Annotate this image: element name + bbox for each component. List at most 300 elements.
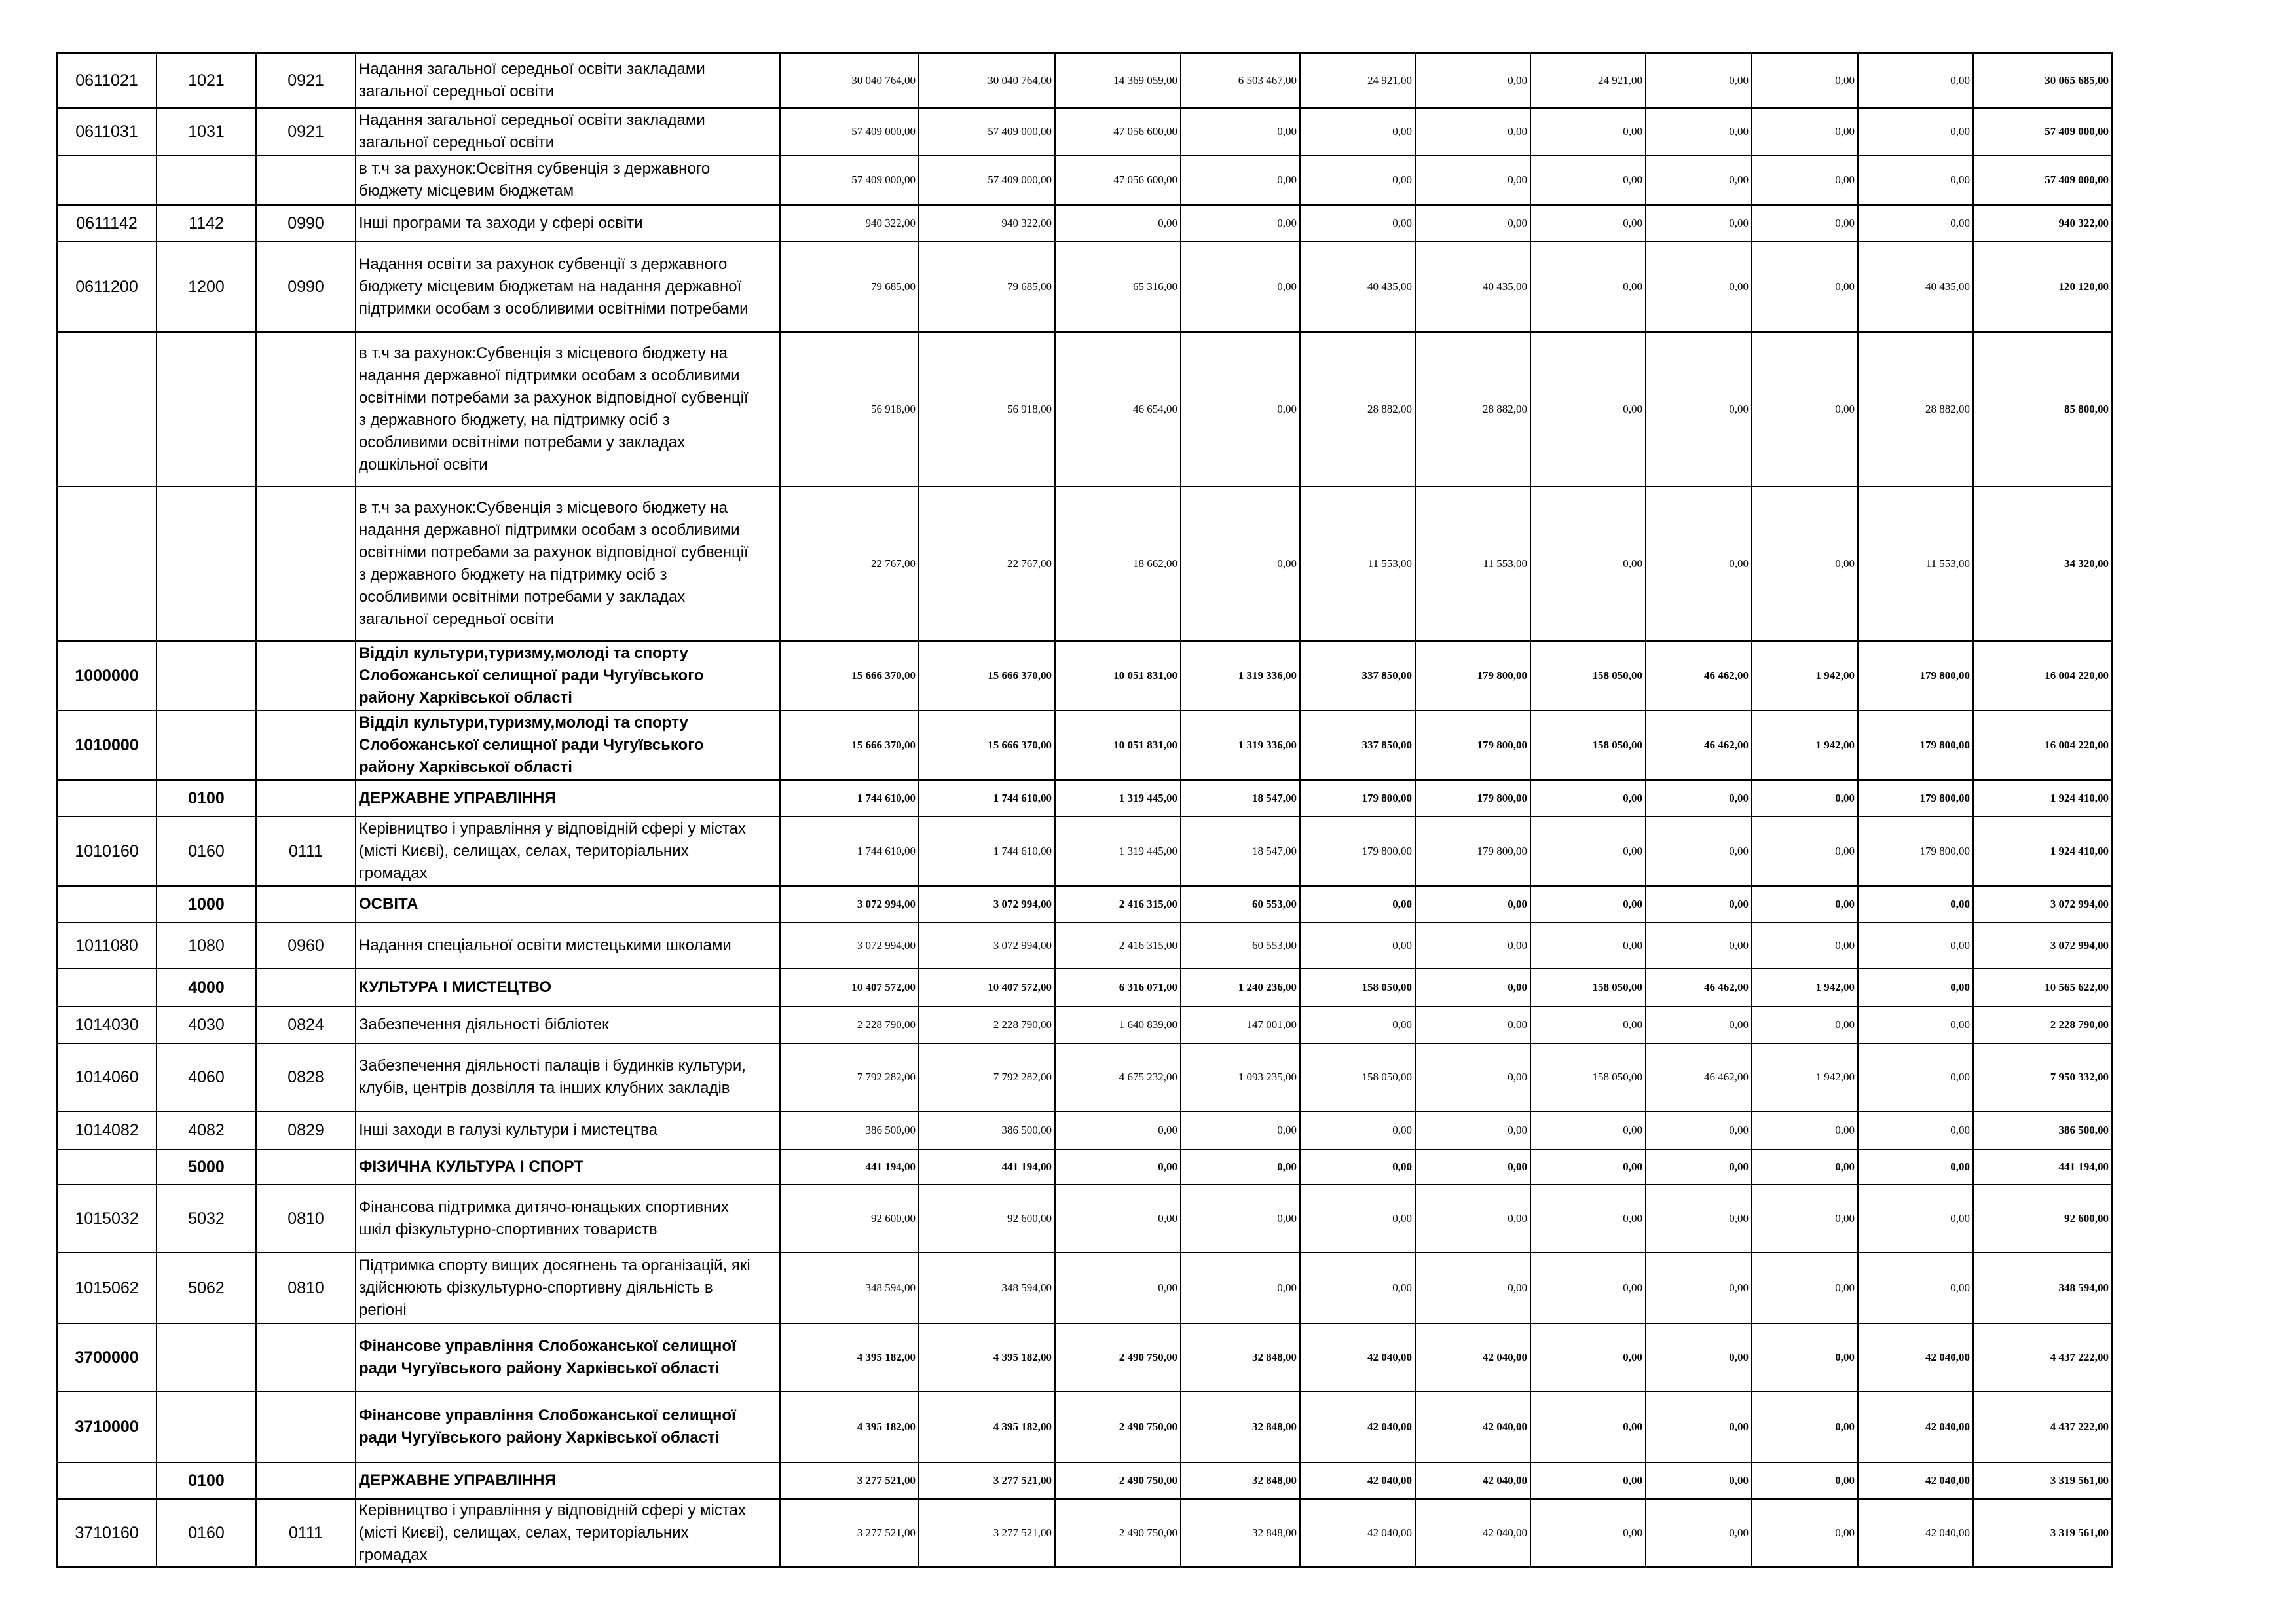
total-value-cell: 4 437 222,00 [1973,1392,2112,1462]
classification-code-cell [256,969,356,1006]
amount-cell: 0,00 [1646,205,1752,242]
item-name-line: ОСВІТА [359,895,418,913]
function-code-cell: 5000 [157,1149,256,1185]
function-code-cell: 1142 [157,205,256,242]
amount-cell: 0,00 [1530,817,1646,886]
classification-code-cell [256,1149,356,1185]
amount-cell: 0,00 [1300,886,1415,923]
table-row [57,53,2112,108]
item-name-line: ДЕРЖАВНЕ УПРАВЛІННЯ [359,1471,556,1489]
amount-cell: 337 850,00 [1300,710,1415,780]
amount-cell: 40 435,00 [1415,242,1530,332]
program-code-cell [57,1149,157,1185]
classification-code-cell: 0960 [256,923,356,969]
amount-cell: 14 369 059,00 [1055,53,1181,108]
function-code-cell: 1021 [157,53,256,108]
amount-cell: 0,00 [1858,923,1973,969]
amount-cell: 0,00 [1858,1253,1973,1323]
amount-cell: 0,00 [1415,1043,1530,1111]
amount-cell: 1 093 235,00 [1181,1043,1300,1111]
amount-cell: 6 316 071,00 [1055,969,1181,1006]
amount-cell: 0,00 [1752,1462,1858,1499]
amount-cell: 60 553,00 [1181,886,1300,923]
amount-cell: 0,00 [1752,1111,1858,1149]
table-row [57,817,2112,886]
amount-cell: 0,00 [1181,205,1300,242]
amount-cell: 0,00 [1858,886,1973,923]
amount-cell: 3 072 994,00 [780,886,919,923]
amount-cell: 1 319 336,00 [1181,710,1300,780]
amount-cell: 4 395 182,00 [780,1392,919,1462]
amount-cell: 15 666 370,00 [919,710,1055,780]
amount-cell: 4 395 182,00 [919,1323,1055,1392]
total-value-cell: 940 322,00 [1973,205,2112,242]
amount-cell: 0,00 [1752,53,1858,108]
amount-cell: 0,00 [1530,923,1646,969]
item-name-line: Забезпечення діяльності палаців і будинків культури, [359,1057,746,1075]
item-name-cell [356,969,780,1006]
amount-cell: 0,00 [1646,923,1752,969]
total-value-cell: 3 072 994,00 [1973,923,2112,969]
item-name-line: загальної середньої освіти [359,610,555,628]
table-row [57,1253,2112,1323]
program-code-cell: 0611021 [57,53,157,108]
amount-cell: 3 277 521,00 [780,1462,919,1499]
amount-cell: 1 744 610,00 [919,780,1055,817]
program-code-cell: 1010000 [57,710,157,780]
amount-cell: 0,00 [1055,1149,1181,1185]
program-code-cell [57,332,157,487]
function-code-cell: 1000 [157,886,256,923]
table-row [57,886,2112,923]
item-name-cell [356,1323,780,1392]
amount-cell: 0,00 [1415,1149,1530,1185]
classification-code-cell [256,1392,356,1462]
total-value-cell: 1 924 410,00 [1973,780,2112,817]
amount-cell: 158 050,00 [1300,1043,1415,1111]
amount-cell: 42 040,00 [1858,1392,1973,1462]
amount-cell: 0,00 [1752,1323,1858,1392]
amount-cell: 386 500,00 [919,1111,1055,1149]
item-name-line: (місті Києві), селищах, селах, територіальних [359,1524,689,1541]
classification-code-cell: 0111 [256,1499,356,1567]
function-code-cell: 0100 [157,1462,256,1499]
total-value-cell: 1 924 410,00 [1973,817,2112,886]
amount-cell: 1 319 445,00 [1055,817,1181,886]
amount-cell: 0,00 [1530,487,1646,641]
amount-cell: 2 416 315,00 [1055,923,1181,969]
classification-code-cell: 0111 [256,817,356,886]
amount-cell: 46 462,00 [1646,710,1752,780]
amount-cell: 42 040,00 [1858,1462,1973,1499]
amount-cell: 15 666 370,00 [780,641,919,710]
function-code-cell: 1200 [157,242,256,332]
amount-cell: 0,00 [1752,886,1858,923]
amount-cell: 0,00 [1181,242,1300,332]
amount-cell: 10 051 831,00 [1055,641,1181,710]
function-code-cell [157,155,256,205]
amount-cell: 22 767,00 [780,487,919,641]
amount-cell: 179 800,00 [1858,641,1973,710]
amount-cell: 47 056 600,00 [1055,108,1181,155]
table-row [57,923,2112,969]
total-value-cell: 3 072 994,00 [1973,886,2112,923]
amount-cell: 11 553,00 [1858,487,1973,641]
item-name-line: (місті Києві), селищах, селах, територіальних [359,842,689,860]
program-code-cell: 1014030 [57,1006,157,1043]
classification-code-cell: 0921 [256,53,356,108]
amount-cell: 24 921,00 [1300,53,1415,108]
amount-cell: 348 594,00 [919,1253,1055,1323]
amount-cell: 1 744 610,00 [780,780,919,817]
table-row [57,1392,2112,1462]
amount-cell: 158 050,00 [1530,1043,1646,1111]
program-code-cell [57,1462,157,1499]
amount-cell: 2 490 750,00 [1055,1392,1181,1462]
total-value-cell: 57 409 000,00 [1973,108,2112,155]
function-code-cell [157,332,256,487]
amount-cell: 0,00 [1415,205,1530,242]
item-name-cell [356,487,780,641]
classification-code-cell [256,1323,356,1392]
amount-cell: 3 072 994,00 [919,923,1055,969]
amount-cell: 0,00 [1300,108,1415,155]
table-row [57,1111,2112,1149]
function-code-cell: 1080 [157,923,256,969]
amount-cell: 147 001,00 [1181,1006,1300,1043]
table-row [57,1323,2112,1392]
amount-cell: 0,00 [1181,487,1300,641]
item-name-cell [356,155,780,205]
amount-cell: 0,00 [1646,1392,1752,1462]
amount-cell: 2 228 790,00 [919,1006,1055,1043]
amount-cell: 0,00 [1300,155,1415,205]
item-name-line: підтримки особам з особливими освітніми потребами [359,300,749,318]
amount-cell: 28 882,00 [1858,332,1973,487]
amount-cell: 15 666 370,00 [780,710,919,780]
amount-cell: 1 942,00 [1752,969,1858,1006]
amount-cell: 2 490 750,00 [1055,1462,1181,1499]
program-code-cell: 1014060 [57,1043,157,1111]
item-name-line: Надання загальної середньої освіти закладами [359,60,705,78]
amount-cell: 0,00 [1646,1006,1752,1043]
amount-cell: 0,00 [1646,332,1752,487]
item-name-line: Керівництво і управління у відповідній сфері у містах [359,820,746,838]
amount-cell: 0,00 [1858,1149,1973,1185]
amount-cell: 4 675 232,00 [1055,1043,1181,1111]
item-name-line: району Харківської області [359,689,572,707]
classification-code-cell [256,780,356,817]
amount-cell: 0,00 [1858,53,1973,108]
table-row [57,641,2112,710]
item-name-line: громадах [359,1546,428,1564]
amount-cell: 2 490 750,00 [1055,1323,1181,1392]
program-code-cell [57,780,157,817]
function-code-cell [157,710,256,780]
amount-cell: 2 228 790,00 [780,1006,919,1043]
amount-cell: 0,00 [1646,1253,1752,1323]
amount-cell: 42 040,00 [1300,1392,1415,1462]
amount-cell: 0,00 [1181,155,1300,205]
amount-cell: 179 800,00 [1300,780,1415,817]
classification-code-cell: 0810 [256,1253,356,1323]
amount-cell: 0,00 [1415,886,1530,923]
amount-cell: 0,00 [1858,108,1973,155]
function-code-cell: 1031 [157,108,256,155]
amount-cell: 3 277 521,00 [919,1462,1055,1499]
amount-cell: 46 462,00 [1646,1043,1752,1111]
item-name-line: Відділ культури,туризму,молоді та спорту [359,644,688,662]
amount-cell: 3 277 521,00 [780,1499,919,1567]
amount-cell: 32 848,00 [1181,1392,1300,1462]
function-code-cell: 5032 [157,1185,256,1253]
amount-cell: 0,00 [1858,1111,1973,1149]
classification-code-cell: 0828 [256,1043,356,1111]
amount-cell: 56 918,00 [919,332,1055,487]
amount-cell: 1 319 445,00 [1055,780,1181,817]
program-code-cell [57,487,157,641]
amount-cell: 3 277 521,00 [919,1499,1055,1567]
classification-code-cell: 0829 [256,1111,356,1149]
amount-cell: 179 800,00 [1415,641,1530,710]
amount-cell: 0,00 [1300,205,1415,242]
amount-cell: 1 942,00 [1752,1043,1858,1111]
amount-cell: 0,00 [1300,923,1415,969]
amount-cell: 42 040,00 [1300,1323,1415,1392]
amount-cell: 22 767,00 [919,487,1055,641]
amount-cell: 0,00 [1752,1392,1858,1462]
amount-cell: 10 051 831,00 [1055,710,1181,780]
amount-cell: 0,00 [1415,1006,1530,1043]
item-name-line: Керівництво і управління у відповідній сфері у містах [359,1502,746,1519]
amount-cell: 46 462,00 [1646,969,1752,1006]
item-name-line: особливими освітніми потребами у закладах [359,434,686,451]
item-name-line: шкіл фізкультурно-спортивних товариств [359,1221,657,1238]
amount-cell: 79 685,00 [919,242,1055,332]
amount-cell: 46 462,00 [1646,641,1752,710]
amount-cell: 28 882,00 [1415,332,1530,487]
total-value-cell: 92 600,00 [1973,1185,2112,1253]
item-name-cell [356,710,780,780]
function-code-cell: 4000 [157,969,256,1006]
amount-cell: 1 744 610,00 [919,817,1055,886]
item-name-line: ради Чугуївського району Харківської області [359,1359,720,1377]
amount-cell: 0,00 [1530,1323,1646,1392]
amount-cell: 0,00 [1752,817,1858,886]
item-name-line: в т.ч за рахунок:Освітня субвенція з державного [359,160,711,177]
item-name-line: Відділ культури,туризму,молоді та спорту [359,714,688,731]
amount-cell: 0,00 [1415,53,1530,108]
program-code-cell: 1015062 [57,1253,157,1323]
item-name-line: в т.ч за рахунок:Субвенція з місцевого бюджету на [359,344,728,362]
amount-cell: 0,00 [1858,1043,1973,1111]
amount-cell: 32 848,00 [1181,1462,1300,1499]
item-name-cell [356,332,780,487]
amount-cell: 1 942,00 [1752,710,1858,780]
total-value-cell: 386 500,00 [1973,1111,2112,1149]
table-row [57,1006,2112,1043]
total-value-cell: 4 437 222,00 [1973,1323,2112,1392]
table-row [57,1043,2112,1111]
item-name-cell [356,886,780,923]
amount-cell: 11 553,00 [1300,487,1415,641]
function-code-cell [157,1392,256,1462]
amount-cell: 0,00 [1646,1462,1752,1499]
item-name-line: загальної середньої освіти [359,134,555,151]
item-name-line: загальної середньої освіти [359,83,555,100]
item-name-cell [356,242,780,332]
function-code-cell: 4082 [157,1111,256,1149]
classification-code-cell: 0990 [256,205,356,242]
total-value-cell: 16 004 220,00 [1973,710,2112,780]
total-value-cell: 10 565 622,00 [1973,969,2112,1006]
amount-cell: 0,00 [1181,1253,1300,1323]
item-name-line: Слобожанської селищної ради Чугуївського [359,667,704,684]
total-value-cell: 348 594,00 [1973,1253,2112,1323]
item-name-line: бюджету місцевим бюджетам [359,182,574,200]
classification-code-cell [256,487,356,641]
amount-cell: 0,00 [1752,1499,1858,1567]
amount-cell: 0,00 [1752,1185,1858,1253]
program-code-cell: 0611031 [57,108,157,155]
amount-cell: 42 040,00 [1858,1499,1973,1567]
amount-cell: 57 409 000,00 [919,155,1055,205]
budget-table [56,52,2113,1568]
amount-cell: 0,00 [1646,817,1752,886]
amount-cell: 42 040,00 [1415,1323,1530,1392]
table-row [57,1499,2112,1567]
item-name-line: здійснюють фізкультурно-спортивну діяльність в [359,1279,713,1297]
amount-cell: 28 882,00 [1300,332,1415,487]
total-value-cell: 120 120,00 [1973,242,2112,332]
amount-cell: 1 744 610,00 [780,817,919,886]
classification-code-cell: 0824 [256,1006,356,1043]
amount-cell: 0,00 [1752,332,1858,487]
item-name-line: Підтримка спорту вищих досягнень та організацій, які [359,1257,750,1274]
item-name-line: Забезпечення діяльності бібліотек [359,1016,609,1033]
function-code-cell: 4060 [157,1043,256,1111]
item-name-cell [356,108,780,155]
function-code-cell: 0160 [157,1499,256,1567]
amount-cell: 0,00 [1858,205,1973,242]
item-name-line: особливими освітніми потребами у закладах [359,588,686,606]
program-code-cell [57,155,157,205]
amount-cell: 32 848,00 [1181,1323,1300,1392]
amount-cell: 0,00 [1530,155,1646,205]
amount-cell: 30 040 764,00 [919,53,1055,108]
total-value-cell: 57 409 000,00 [1973,155,2112,205]
amount-cell: 0,00 [1752,205,1858,242]
function-code-cell: 0160 [157,817,256,886]
amount-cell: 0,00 [1752,108,1858,155]
amount-cell: 179 800,00 [1415,710,1530,780]
amount-cell: 0,00 [1752,242,1858,332]
item-name-line: з державного бюджету на підтримку осіб з [359,566,667,583]
amount-cell: 0,00 [1646,53,1752,108]
amount-cell: 0,00 [1646,487,1752,641]
amount-cell: 18 547,00 [1181,780,1300,817]
total-value-cell: 85 800,00 [1973,332,2112,487]
amount-cell: 348 594,00 [780,1253,919,1323]
amount-cell: 0,00 [1858,1006,1973,1043]
item-name-cell [356,1149,780,1185]
classification-code-cell: 0921 [256,108,356,155]
table-row [57,1462,2112,1499]
amount-cell: 46 654,00 [1055,332,1181,487]
amount-cell: 0,00 [1181,332,1300,487]
amount-cell: 441 194,00 [919,1149,1055,1185]
amount-cell: 0,00 [1530,1462,1646,1499]
amount-cell: 0,00 [1300,1111,1415,1149]
amount-cell: 24 921,00 [1530,53,1646,108]
amount-cell: 1 240 236,00 [1181,969,1300,1006]
item-name-line: Фінансове управління Слобожанської селищної [359,1407,736,1424]
amount-cell: 158 050,00 [1530,641,1646,710]
program-code-cell: 1014082 [57,1111,157,1149]
amount-cell: 1 640 839,00 [1055,1006,1181,1043]
amount-cell: 92 600,00 [780,1185,919,1253]
amount-cell: 0,00 [1415,969,1530,1006]
amount-cell: 42 040,00 [1300,1462,1415,1499]
item-name-cell [356,1253,780,1323]
amount-cell: 0,00 [1300,1006,1415,1043]
amount-cell: 42 040,00 [1415,1462,1530,1499]
item-name-cell [356,1185,780,1253]
item-name-line: ради Чугуївського району Харківської області [359,1429,720,1447]
program-code-cell: 0611200 [57,242,157,332]
amount-cell: 179 800,00 [1858,780,1973,817]
amount-cell: 0,00 [1752,155,1858,205]
amount-cell: 0,00 [1055,1253,1181,1323]
amount-cell: 3 072 994,00 [780,923,919,969]
amount-cell: 179 800,00 [1415,780,1530,817]
amount-cell: 0,00 [1752,780,1858,817]
function-code-cell: 4030 [157,1006,256,1043]
item-name-line: громадах [359,864,428,882]
amount-cell: 1 319 336,00 [1181,641,1300,710]
amount-cell: 0,00 [1181,108,1300,155]
amount-cell: 179 800,00 [1300,817,1415,886]
amount-cell: 4 395 182,00 [780,1323,919,1392]
amount-cell: 42 040,00 [1858,1323,1973,1392]
amount-cell: 0,00 [1300,1149,1415,1185]
table-row [57,1149,2112,1185]
amount-cell: 179 800,00 [1858,710,1973,780]
amount-cell: 0,00 [1752,923,1858,969]
amount-cell: 0,00 [1646,1149,1752,1185]
classification-code-cell [256,641,356,710]
amount-cell: 0,00 [1530,205,1646,242]
program-code-cell: 1015032 [57,1185,157,1253]
amount-cell: 0,00 [1415,108,1530,155]
amount-cell: 0,00 [1415,923,1530,969]
item-name-line: бюджету місцевим бюджетам на надання державної [359,278,742,295]
amount-cell: 940 322,00 [780,205,919,242]
amount-cell: 0,00 [1300,1253,1415,1323]
program-code-cell: 3710160 [57,1499,157,1567]
amount-cell: 0,00 [1646,155,1752,205]
amount-cell: 0,00 [1181,1111,1300,1149]
amount-cell: 0,00 [1752,1253,1858,1323]
amount-cell: 57 409 000,00 [919,108,1055,155]
amount-cell: 0,00 [1181,1149,1300,1185]
amount-cell: 0,00 [1530,1111,1646,1149]
item-name-line: Інші програми та заходи у сфері освіти [359,214,643,232]
amount-cell: 158 050,00 [1530,710,1646,780]
amount-cell: 441 194,00 [780,1149,919,1185]
amount-cell: 92 600,00 [919,1185,1055,1253]
item-name-cell [356,1006,780,1043]
